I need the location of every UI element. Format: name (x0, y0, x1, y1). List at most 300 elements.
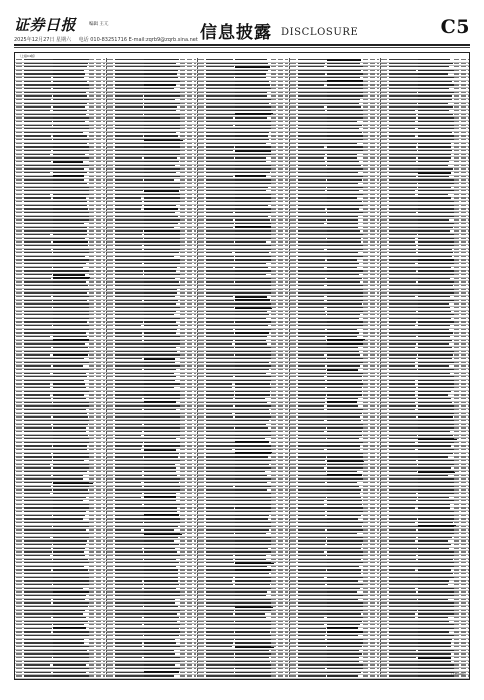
table-cell (206, 296, 232, 297)
table-cell (107, 121, 113, 122)
table-cell (16, 285, 22, 286)
table-cell (298, 675, 327, 676)
table-cell (24, 365, 51, 366)
table-cell (278, 165, 283, 166)
table-cell (298, 197, 329, 198)
table-cell (327, 365, 361, 366)
table-cell (180, 183, 185, 184)
table-cell (285, 424, 287, 425)
table-cell (278, 475, 283, 476)
table-cell (327, 227, 358, 228)
table-cell (235, 292, 272, 293)
table-cell (290, 325, 296, 326)
table-cell (290, 73, 296, 74)
table-cell (24, 435, 53, 436)
table-cell (16, 227, 22, 228)
table-cell (180, 409, 185, 410)
table-cell (180, 493, 185, 494)
table-cell (180, 329, 185, 330)
table-cell (235, 675, 275, 676)
table-cell (180, 194, 185, 195)
table-cell (96, 208, 101, 209)
table-cell (468, 143, 470, 144)
table-cell (285, 263, 287, 264)
table-cell (103, 431, 105, 432)
table-cell (144, 256, 174, 257)
table-cell (198, 132, 204, 133)
table-cell (468, 73, 470, 74)
table-cell (271, 110, 276, 111)
table-cell (115, 664, 145, 665)
table-cell (103, 84, 105, 85)
table-cell (285, 139, 287, 140)
table-cell (370, 675, 375, 676)
table-cell (198, 475, 204, 476)
table-cell (235, 559, 265, 560)
table-cell (285, 187, 287, 188)
table-cell (187, 413, 192, 414)
table-cell (298, 526, 328, 527)
table-cell (89, 146, 94, 147)
table-cell (278, 497, 283, 498)
table-cell (16, 270, 22, 271)
table-cell (298, 577, 324, 578)
table-cell (271, 580, 276, 581)
table-column (106, 58, 198, 677)
table-cell (278, 176, 283, 177)
table-cell (180, 179, 185, 180)
table-cell (24, 664, 50, 665)
table-cell (271, 555, 276, 556)
table-cell (327, 230, 360, 231)
table-cell (96, 117, 101, 118)
table-cell (53, 555, 85, 556)
table-cell (298, 216, 330, 217)
table-cell (271, 642, 276, 643)
table-cell (461, 81, 466, 82)
table-cell (107, 106, 113, 107)
table-cell (107, 621, 113, 622)
table-cell (370, 420, 375, 421)
table-cell (115, 668, 146, 669)
table-cell (454, 125, 459, 126)
table-cell (298, 398, 326, 399)
table-cell (194, 624, 196, 625)
table-cell (377, 562, 379, 563)
table-cell (327, 252, 359, 253)
table-cell (285, 88, 287, 89)
table-cell (235, 391, 270, 392)
table-cell (370, 475, 375, 476)
table-cell (96, 150, 101, 151)
table-cell (377, 70, 379, 71)
table-cell (24, 402, 52, 403)
table-cell (89, 431, 94, 432)
table-cell (96, 318, 101, 319)
table-cell (180, 190, 185, 191)
table-cell (290, 449, 296, 450)
table-cell (107, 540, 113, 541)
table-cell (24, 456, 52, 457)
table-cell (96, 212, 101, 213)
table-cell (468, 81, 470, 82)
table-cell (103, 573, 105, 574)
table-cell (144, 664, 175, 665)
table-cell (235, 588, 275, 589)
table-cell (278, 555, 283, 556)
table-cell (278, 194, 283, 195)
table-cell (206, 285, 235, 286)
table-cell (370, 486, 375, 487)
table-cell (198, 456, 204, 457)
table-cell (290, 661, 296, 662)
table-cell (377, 161, 379, 162)
table-cell (16, 435, 22, 436)
table-cell (194, 548, 196, 549)
table-cell (377, 143, 379, 144)
table-cell (418, 157, 451, 158)
table-cell (235, 223, 272, 224)
table-cell (103, 81, 105, 82)
table-cell (103, 606, 105, 607)
table-cell (144, 449, 176, 451)
table-cell (96, 617, 101, 618)
table-cell (370, 343, 375, 344)
table-cell (278, 533, 283, 534)
table-cell (278, 125, 283, 126)
table-cell (235, 216, 268, 217)
table-cell (53, 475, 83, 476)
table-cell (271, 321, 276, 322)
table-cell (327, 394, 363, 395)
table-cell (144, 613, 177, 614)
table-cell (278, 522, 283, 523)
table-cell (115, 219, 144, 220)
table-cell (144, 486, 182, 487)
table-cell (370, 672, 375, 673)
table-cell (24, 445, 52, 446)
table-cell (107, 63, 113, 64)
table-cell (290, 405, 296, 406)
table-cell (187, 311, 192, 312)
table-cell (103, 197, 105, 198)
table-cell (298, 285, 324, 286)
table-cell (377, 303, 379, 304)
table-cell (290, 380, 296, 381)
table-cell (377, 146, 379, 147)
table-cell (144, 551, 177, 552)
table-cell (24, 613, 54, 614)
table-cell (89, 300, 94, 301)
table-cell (198, 227, 204, 228)
table-cell (103, 194, 105, 195)
table-cell (53, 650, 87, 651)
table-cell (16, 646, 22, 647)
table-cell (16, 518, 22, 519)
table-cell (285, 245, 287, 246)
table-cell (96, 219, 101, 220)
table-cell (285, 128, 287, 129)
table-cell (206, 81, 238, 82)
table-cell (377, 628, 379, 629)
table-cell (370, 628, 375, 629)
table-cell (144, 398, 182, 399)
table-cell (16, 296, 22, 297)
table-cell (96, 92, 101, 93)
table-cell (377, 168, 379, 169)
table-cell (144, 435, 182, 436)
table-cell (198, 303, 204, 304)
table-cell (285, 84, 287, 85)
table-cell (24, 599, 51, 600)
table-cell (180, 125, 185, 126)
table-cell (115, 190, 142, 191)
table-cell (89, 165, 94, 166)
table-cell (107, 187, 113, 188)
table-cell (278, 646, 283, 647)
table-cell (16, 668, 22, 669)
table-cell (327, 300, 365, 301)
table-cell (290, 190, 296, 191)
table-cell (370, 81, 375, 82)
table-cell (107, 653, 113, 654)
table-cell (381, 106, 387, 107)
table-cell (53, 183, 87, 184)
table-cell (96, 59, 101, 60)
table-cell (290, 95, 296, 96)
table-cell (180, 362, 185, 363)
table-cell (187, 672, 192, 673)
table-cell (115, 63, 144, 64)
table-cell (194, 241, 196, 242)
table-cell (370, 460, 375, 461)
table-cell (16, 602, 22, 603)
table-cell (180, 201, 185, 202)
table-cell (96, 216, 101, 217)
table-cell (103, 595, 105, 596)
table-cell (107, 617, 113, 618)
table-cell (327, 106, 361, 107)
table-cell (235, 132, 268, 133)
table-cell (107, 387, 113, 388)
table-cell (144, 325, 177, 326)
table-cell (235, 212, 274, 213)
table-cell (271, 281, 276, 282)
table-cell (298, 81, 327, 82)
table-cell (180, 197, 185, 198)
table-cell (271, 409, 276, 410)
table-cell (271, 208, 276, 209)
table-cell (278, 449, 283, 450)
table-cell (24, 522, 55, 523)
table-cell (235, 110, 273, 111)
table-cell (377, 208, 379, 209)
table-cell (327, 540, 365, 541)
table-cell (271, 70, 276, 71)
table-cell (103, 289, 105, 290)
table-cell (194, 274, 196, 275)
table-cell (187, 307, 192, 308)
table-cell (285, 617, 287, 618)
table-cell (144, 99, 174, 100)
table-cell (24, 657, 52, 658)
table-cell (194, 70, 196, 71)
table-cell (454, 77, 459, 78)
table-cell (370, 296, 375, 297)
table-cell (24, 73, 54, 74)
table-cell (89, 307, 94, 308)
table-cell (377, 467, 379, 468)
table-cell (180, 267, 185, 268)
table-cell (285, 606, 287, 607)
table-cell (290, 150, 296, 151)
table-cell (290, 376, 296, 377)
table-cell (278, 365, 283, 366)
table-cell (194, 445, 196, 446)
table-cell (271, 657, 276, 658)
table-cell (89, 398, 94, 399)
table-cell (24, 482, 52, 483)
table-cell (180, 383, 185, 384)
table-cell (144, 642, 175, 643)
table-cell (285, 154, 287, 155)
table-cell (103, 562, 105, 563)
table-cell (278, 500, 283, 501)
table-cell (377, 376, 379, 377)
table-cell (89, 442, 94, 443)
table-cell (381, 84, 387, 85)
table-cell (363, 249, 368, 250)
table-cell (290, 467, 296, 468)
table-cell (370, 642, 375, 643)
table-cell (107, 179, 113, 180)
table-cell (418, 150, 452, 151)
table-cell (144, 671, 179, 673)
table-cell (53, 621, 88, 622)
table-cell (144, 125, 181, 126)
table-cell (96, 529, 101, 530)
table-cell (235, 154, 272, 155)
table-cell (53, 259, 89, 260)
table-cell (16, 146, 22, 147)
table-cell (298, 653, 327, 654)
table-cell (363, 307, 368, 308)
table-cell (363, 580, 368, 581)
table-cell (107, 168, 113, 169)
table-cell (107, 347, 113, 348)
table-cell (363, 139, 368, 140)
table-cell (144, 161, 179, 162)
table-cell (363, 639, 368, 640)
table-cell (103, 318, 105, 319)
table-cell (461, 161, 466, 162)
table-cell (115, 256, 144, 257)
table-cell (144, 431, 180, 432)
table-cell (206, 635, 236, 636)
table-cell (206, 588, 237, 589)
table-cell (89, 88, 94, 89)
table-cell (271, 431, 276, 432)
table-cell (206, 642, 233, 643)
table-cell (235, 584, 270, 585)
table-cell (53, 409, 86, 410)
table-cell (278, 340, 283, 341)
table-cell (107, 551, 113, 552)
table-cell (180, 653, 185, 654)
table-cell (16, 321, 22, 322)
table-cell (96, 424, 101, 425)
table-cell (290, 168, 296, 169)
table-cell (53, 205, 87, 206)
table-cell (206, 471, 236, 472)
table-cell (363, 376, 368, 377)
table-cell (278, 114, 283, 115)
table-cell (235, 84, 270, 85)
table-cell (180, 249, 185, 250)
table-cell (96, 602, 101, 603)
table-cell (363, 281, 368, 282)
table-cell (327, 464, 364, 465)
table-cell (298, 358, 326, 359)
table-cell (285, 234, 287, 235)
table-cell (327, 497, 361, 498)
table-cell (96, 548, 101, 549)
table-cell (144, 205, 176, 206)
table-cell (363, 445, 368, 446)
table-cell (377, 387, 379, 388)
table-cell (187, 675, 192, 676)
table-cell (194, 442, 196, 443)
table-cell (370, 121, 375, 122)
table-cell (144, 154, 180, 155)
table-cell (377, 664, 379, 665)
table-cell (271, 569, 276, 570)
table-cell (271, 405, 276, 406)
table-cell (363, 179, 368, 180)
table-cell (16, 332, 22, 333)
table-cell (235, 340, 265, 341)
table-cell (194, 456, 196, 457)
table-cell (377, 135, 379, 136)
table-cell (24, 628, 52, 629)
table-cell (278, 507, 283, 508)
table-cell (194, 95, 196, 96)
table-cell (107, 456, 113, 457)
table-cell (89, 84, 94, 85)
table-cell (198, 394, 204, 395)
table-cell (187, 435, 192, 436)
table-cell (115, 624, 142, 625)
table-cell (103, 321, 105, 322)
table-cell (107, 227, 113, 228)
table-cell (103, 183, 105, 184)
table-cell (144, 187, 183, 188)
table-cell (187, 478, 192, 479)
table-cell (198, 460, 204, 461)
issue-date: 2025年12月27日 星期六 (14, 37, 72, 43)
table-cell (198, 300, 204, 301)
table-cell (271, 365, 276, 366)
table-cell (271, 99, 276, 100)
table-cell (107, 150, 113, 151)
table-cell (24, 274, 52, 275)
table-cell (53, 347, 88, 348)
table-cell (115, 435, 141, 436)
table-cell (298, 281, 329, 282)
table-cell (235, 121, 273, 122)
table-cell (180, 278, 185, 279)
table-cell (16, 139, 22, 140)
